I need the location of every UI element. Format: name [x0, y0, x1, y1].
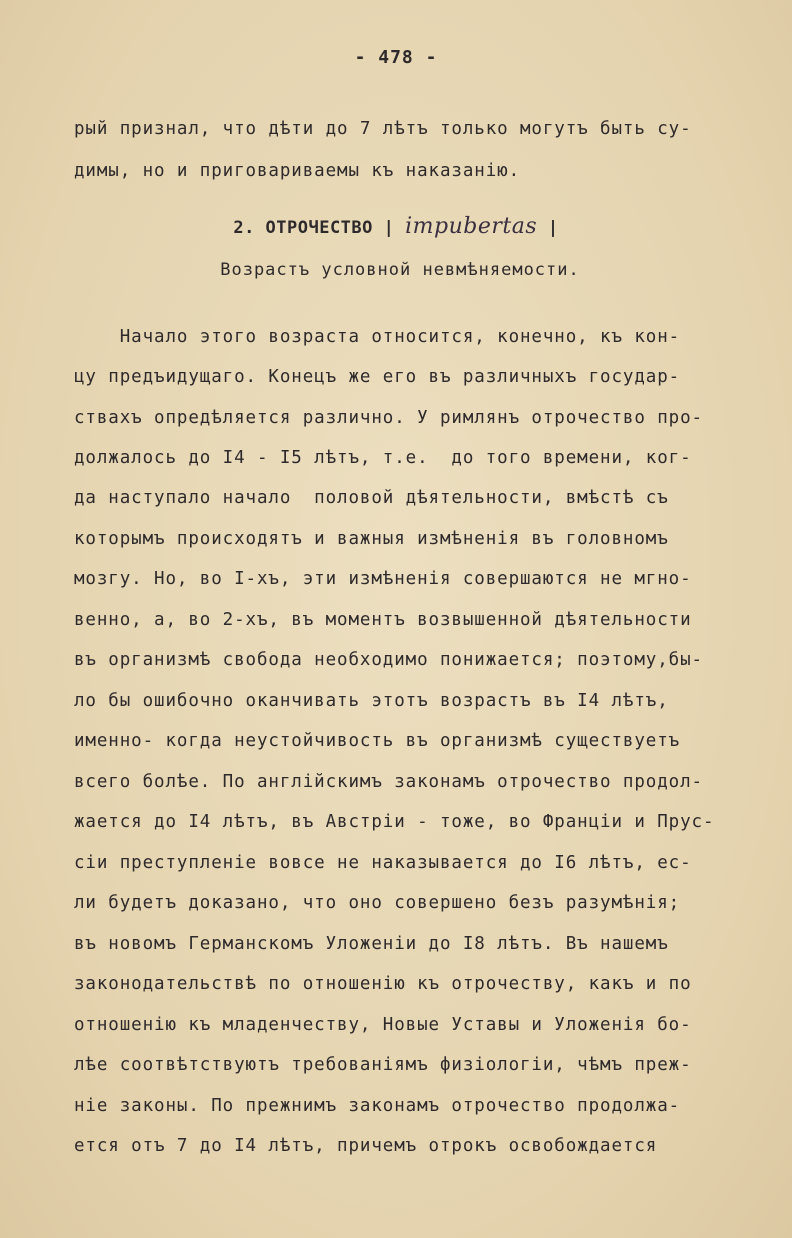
body-line: лѣе соотвѣтствуютъ требованіямъ физіологіи, чѣмъ преж- — [74, 1055, 692, 1075]
body-line: всего болѣе. По англійскимъ законамъ отрочество продол- — [74, 772, 703, 792]
body-line: ли будетъ доказано, что оно совершено безъ разумѣнія; — [74, 893, 681, 913]
body-line: именно- когда неустойчивость въ организмѣ существуетъ — [74, 731, 681, 751]
body-line: сіи преступленіе вовсе не наказывается до I6 лѣтъ, ес- — [74, 853, 692, 873]
body-line: которымъ происходятъ и важныя измѣненія въ головномъ — [74, 529, 669, 549]
heading-bracket-close: | — [547, 218, 559, 238]
body-line: отношенію къ младенчеству, Новые Уставы и Уложенія бо- — [74, 1015, 692, 1035]
body-line: ствахъ опредѣляется различно. У римлянъ отрочество про- — [74, 408, 703, 428]
body-line: ется отъ 7 до I4 лѣтъ, причемъ отрокъ освобождается — [74, 1136, 658, 1156]
section-heading — [0, 214, 792, 239]
body-line: въ организмѣ свобода необходимо понижается; поэтому,бы- — [74, 650, 703, 670]
body-line: въ новомъ Германскомъ Уложеніи до I8 лѣтъ. Въ нашемъ — [74, 934, 669, 954]
body-line: жается до I4 лѣтъ, въ Австріи - тоже, во Франціи и Прус- — [74, 812, 715, 832]
body-line: венно, а, во 2-хъ, въ моментъ возвышенной дѣятельности — [74, 610, 692, 630]
body-line: мозгу. Но, во I-хъ, эти измѣненія совершаются не мгно- — [74, 569, 692, 589]
body-line: должалось до I4 - I5 лѣтъ, т.е. до того времени, ког- — [74, 448, 692, 468]
section-subtitle: Возрастъ условной невмѣняемости. — [220, 260, 580, 280]
body-line: да наступало начало половой дѣятельности, вмѣстѣ съ — [74, 488, 669, 508]
page-number: - 478 - — [354, 47, 438, 68]
section-title: 2. ОТРОЧЕСТВО — [233, 218, 373, 238]
intro-line: рый признал, что дѣти до 7 лѣтъ только могутъ быть су- — [74, 119, 692, 139]
body-line: законодательствѣ по отношенію къ отрочеству, какъ и по — [74, 974, 692, 994]
body-line: ло бы ошибочно оканчивать этотъ возрастъ въ I4 лѣтъ, — [74, 691, 669, 711]
body-line: Начало этого возраста относится, конечно, къ кон- — [74, 327, 681, 347]
intro-line: димы, но и приговариваемы къ наказанію. — [74, 161, 520, 181]
latin-term-handwritten: impubertas — [405, 214, 538, 239]
body-line: ніе законы. По прежнимъ законамъ отрочество продолжа- — [74, 1096, 681, 1116]
heading-bracket-open: | — [383, 218, 395, 238]
body-line: цу предъидущаго. Конецъ же его въ различныхъ государ- — [74, 367, 681, 387]
